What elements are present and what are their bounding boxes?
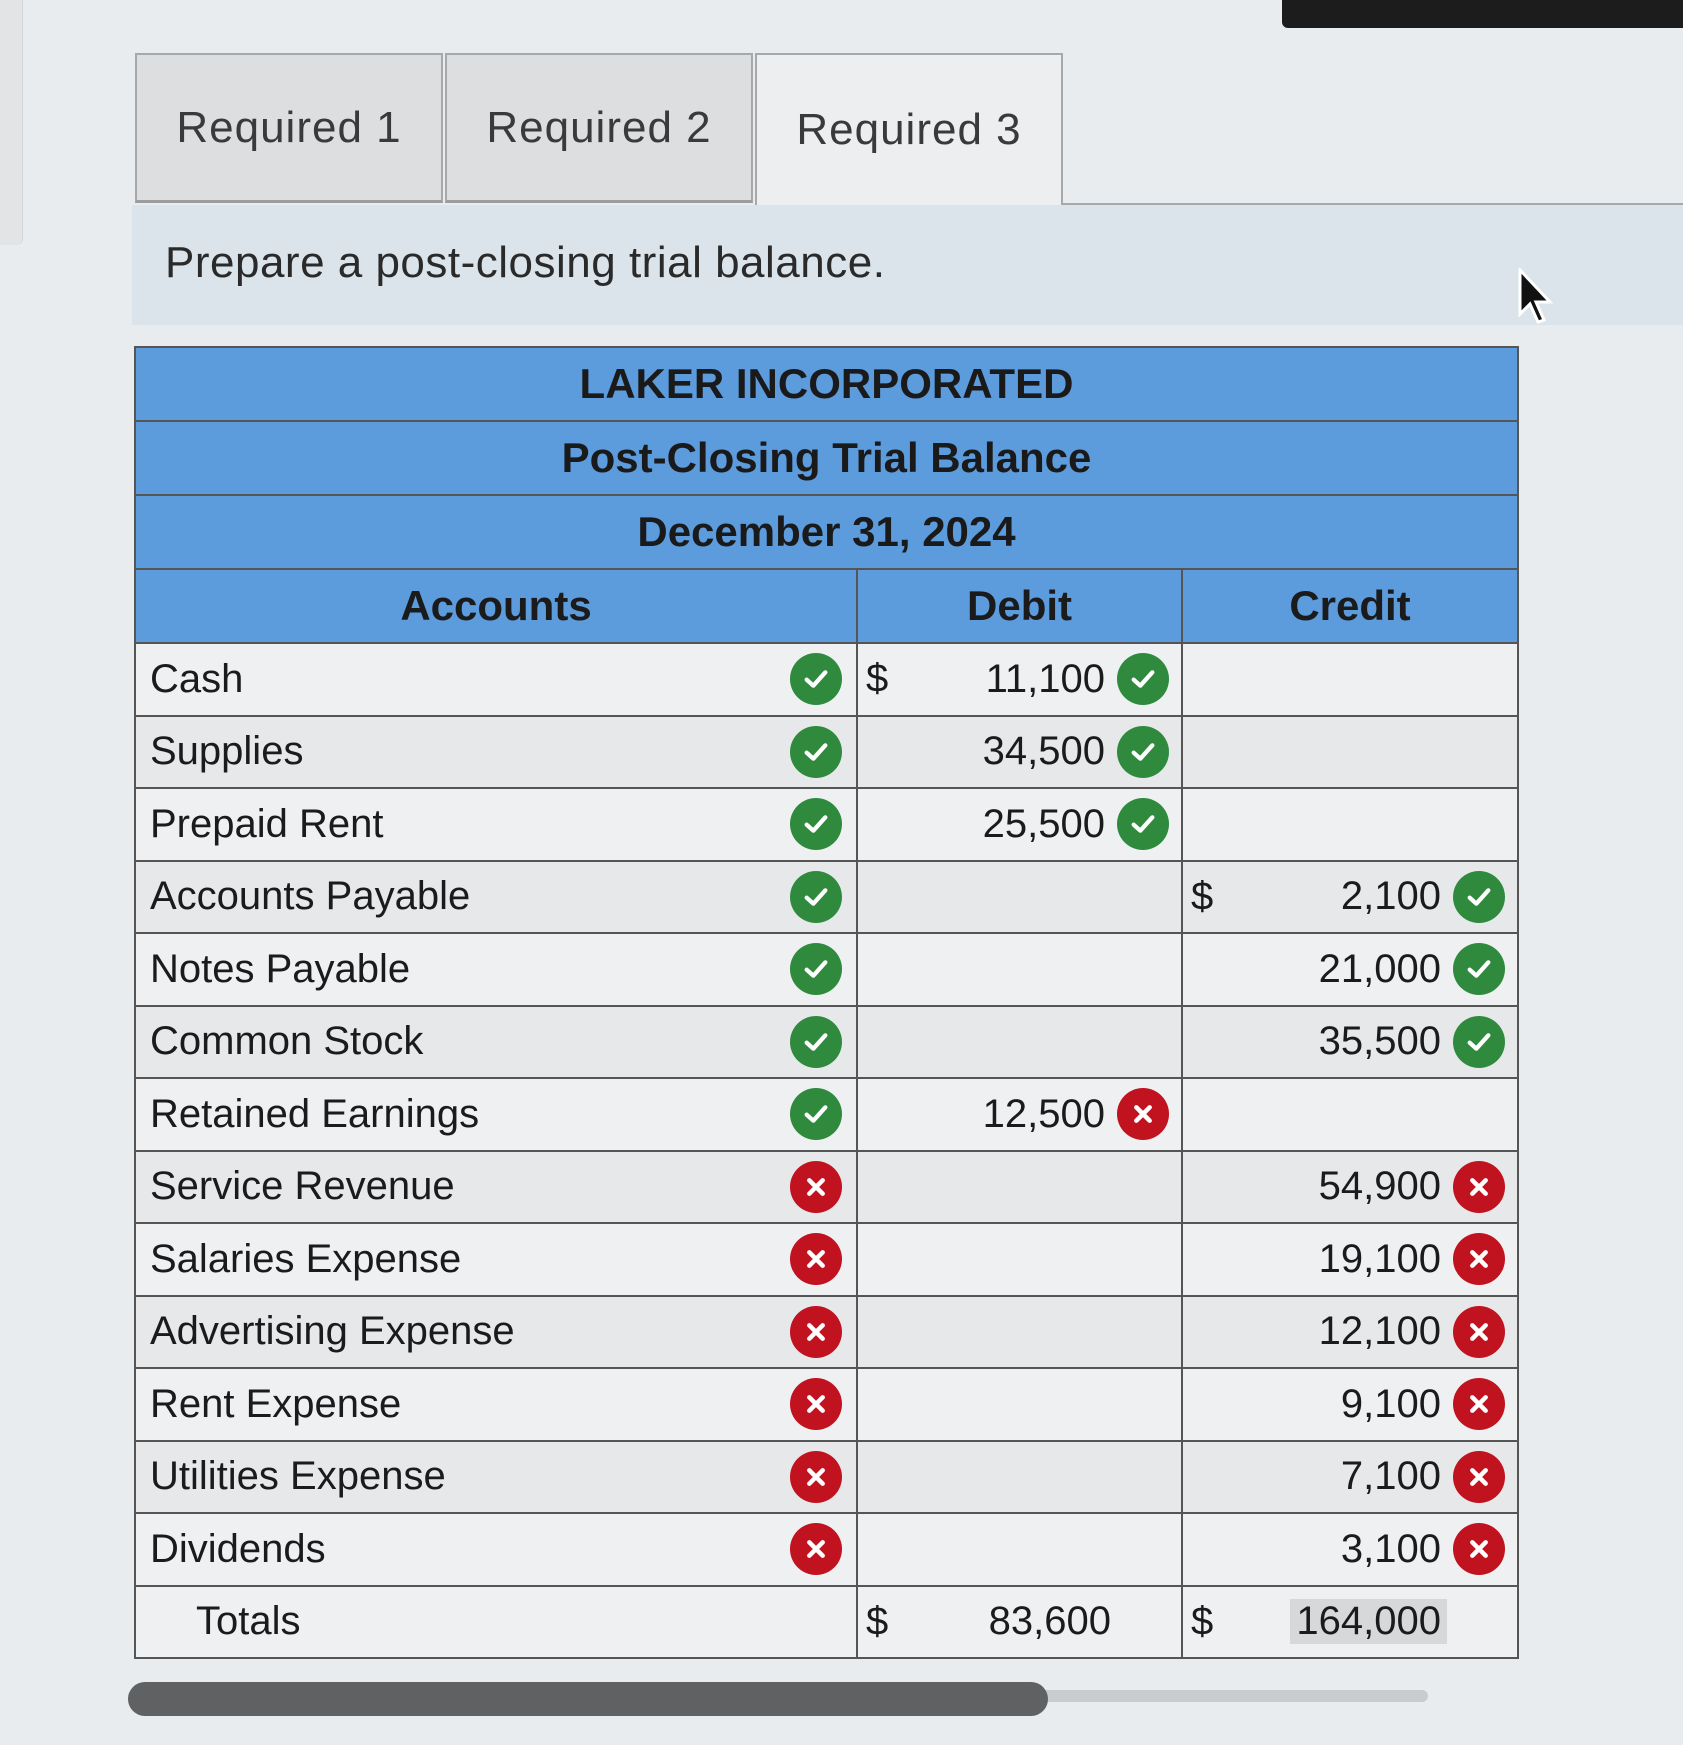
check-circle-icon	[790, 798, 842, 850]
credit-cell[interactable]	[1183, 1369, 1517, 1440]
account-cell[interactable]	[136, 1224, 858, 1295]
tab-required-2[interactable]: Required 2	[445, 53, 753, 203]
x-circle-icon	[1453, 1161, 1505, 1213]
account-name[interactable]: Advertising Expense	[150, 1309, 515, 1354]
dollar-sign: $	[866, 1599, 889, 1644]
check-circle-icon	[790, 943, 842, 995]
check-circle-icon	[790, 871, 842, 923]
instruction-text: Prepare a post-closing trial balance.	[165, 238, 886, 287]
table-row	[134, 1224, 1519, 1297]
credit-cell[interactable]	[1183, 1297, 1517, 1368]
debit-amount-group	[983, 798, 1169, 850]
x-circle-icon	[790, 1451, 842, 1503]
table-row	[134, 1007, 1519, 1080]
check-circle-icon	[1453, 1016, 1505, 1068]
debit-cell[interactable]	[858, 934, 1183, 1005]
table-row	[134, 644, 1519, 717]
credit-cell[interactable]	[1183, 1224, 1517, 1295]
credit-cell[interactable]	[1183, 789, 1517, 860]
debit-cell[interactable]	[858, 644, 1183, 715]
check-circle-icon	[790, 1016, 842, 1068]
account-cell[interactable]	[136, 644, 858, 715]
credit-cell[interactable]	[1183, 934, 1517, 1005]
debit-cell[interactable]	[858, 1514, 1183, 1585]
account-name[interactable]: Supplies	[150, 729, 304, 774]
check-circle-icon	[1453, 871, 1505, 923]
credit-amount[interactable]: 3,100	[1340, 1526, 1441, 1571]
table-row	[134, 1297, 1519, 1370]
check-circle-icon	[1117, 798, 1169, 850]
credit-amount[interactable]: 35,500	[1318, 1019, 1441, 1064]
totals-credit-value[interactable]: 164,000	[1290, 1599, 1447, 1644]
credit-amount-group	[1319, 1233, 1505, 1285]
horizontal-scrollbar-thumb[interactable]	[128, 1682, 1048, 1716]
credit-amount[interactable]: 12,100	[1318, 1309, 1441, 1354]
credit-amount[interactable]: 54,900	[1318, 1164, 1441, 1209]
table-row	[134, 934, 1519, 1007]
x-circle-icon	[790, 1233, 842, 1285]
totals-label: Totals	[136, 1587, 858, 1658]
tab-bar	[135, 53, 1065, 203]
debit-cell[interactable]	[858, 789, 1183, 860]
report-title: Post-Closing Trial Balance	[134, 420, 1519, 494]
tab-required-1[interactable]: Required 1	[135, 53, 443, 203]
debit-amount[interactable]: 25,500	[982, 801, 1105, 846]
credit-amount[interactable]: 2,100	[1340, 874, 1441, 919]
dollar-sign: $	[1191, 1599, 1214, 1644]
x-circle-icon	[1453, 1451, 1505, 1503]
x-circle-icon	[790, 1306, 842, 1358]
account-name[interactable]: Retained Earnings	[150, 1091, 480, 1136]
totals-debit-value[interactable]: 83,600	[988, 1599, 1111, 1644]
check-circle-icon	[1453, 943, 1505, 995]
table-row	[134, 789, 1519, 862]
report-date: December 31, 2024	[134, 494, 1519, 568]
account-cell[interactable]	[136, 717, 858, 788]
credit-header: Credit	[1289, 582, 1411, 629]
x-circle-icon	[790, 1161, 842, 1213]
debit-header: Debit	[858, 570, 1183, 642]
account-name[interactable]: Cash	[150, 656, 244, 701]
table-row	[134, 1152, 1519, 1225]
debit-cell[interactable]	[858, 1152, 1183, 1223]
credit-cell[interactable]	[1183, 644, 1517, 715]
credit-amount[interactable]: 19,100	[1318, 1236, 1441, 1281]
credit-cell[interactable]	[1183, 1152, 1517, 1223]
totals-debit-cell	[858, 1587, 1183, 1658]
check-circle-icon	[1117, 653, 1169, 705]
account-cell[interactable]	[136, 862, 858, 933]
account-cell[interactable]	[136, 1442, 858, 1513]
x-circle-icon	[1453, 1233, 1505, 1285]
debit-amount-group	[983, 1088, 1169, 1140]
credit-cell[interactable]	[1183, 1079, 1517, 1150]
left-edge-panel	[0, 0, 23, 245]
credit-amount[interactable]: 7,100	[1340, 1454, 1441, 1499]
mouse-pointer-icon	[1518, 268, 1558, 331]
account-name[interactable]: Utilities Expense	[150, 1454, 446, 1499]
tab-underline	[1062, 203, 1683, 205]
account-cell[interactable]	[136, 1369, 858, 1440]
debit-cell[interactable]	[858, 1297, 1183, 1368]
account-name[interactable]: Notes Payable	[150, 946, 411, 991]
account-cell[interactable]	[136, 789, 858, 860]
credit-amount-group	[1341, 1523, 1505, 1575]
table-row	[134, 1514, 1519, 1587]
debit-cell[interactable]	[858, 1369, 1183, 1440]
credit-cell[interactable]	[1183, 862, 1517, 933]
check-circle-icon	[790, 653, 842, 705]
x-circle-icon	[1453, 1523, 1505, 1575]
accounts-header: Accounts	[136, 570, 858, 642]
top-dark-bar	[1282, 0, 1683, 28]
dollar-sign: $	[866, 656, 889, 701]
credit-amount-group	[1341, 1451, 1505, 1503]
credit-amount-group	[1319, 943, 1505, 995]
account-cell[interactable]	[136, 1514, 858, 1585]
dollar-sign: $	[1191, 874, 1214, 919]
debit-cell[interactable]	[858, 1224, 1183, 1295]
x-circle-icon	[1453, 1306, 1505, 1358]
x-circle-icon	[790, 1523, 842, 1575]
credit-cell[interactable]	[1183, 1514, 1517, 1585]
credit-amount-group	[1319, 1161, 1505, 1213]
totals-credit-cell	[1183, 1587, 1517, 1658]
x-circle-icon	[1453, 1378, 1505, 1430]
account-name[interactable]: Rent Expense	[150, 1381, 402, 1426]
account-name[interactable]: Salaries Expense	[150, 1236, 462, 1281]
account-name[interactable]: Prepaid Rent	[150, 801, 384, 846]
account-cell[interactable]	[136, 1297, 858, 1368]
table-body	[134, 644, 1519, 1587]
trial-balance-table	[134, 346, 1519, 1659]
account-name[interactable]: Service Revenue	[150, 1164, 455, 1209]
credit-amount-group	[1319, 1016, 1505, 1068]
x-circle-icon	[790, 1378, 842, 1430]
credit-amount[interactable]: 9,100	[1340, 1381, 1441, 1426]
tab-required-3[interactable]: Required 3	[755, 53, 1063, 205]
account-cell[interactable]	[136, 934, 858, 1005]
credit-cell[interactable]	[1183, 1442, 1517, 1513]
debit-amount-group	[986, 653, 1169, 705]
debit-cell[interactable]	[858, 1079, 1183, 1150]
account-cell[interactable]	[136, 1007, 858, 1078]
debit-amount[interactable]: 11,100	[985, 656, 1105, 701]
debit-cell[interactable]	[858, 862, 1183, 933]
credit-cell[interactable]	[1183, 1007, 1517, 1078]
totals-row	[134, 1587, 1519, 1660]
debit-amount[interactable]: 12,500	[982, 1091, 1105, 1136]
account-name[interactable]: Dividends	[150, 1526, 326, 1571]
account-name[interactable]: Common Stock	[150, 1019, 424, 1064]
check-circle-icon	[1117, 726, 1169, 778]
credit-amount-group	[1319, 1306, 1505, 1358]
debit-amount[interactable]: 34,500	[982, 729, 1105, 774]
check-circle-icon	[790, 1088, 842, 1140]
credit-amount-group	[1341, 871, 1505, 923]
check-circle-icon	[790, 726, 842, 778]
credit-amount[interactable]: 21,000	[1318, 946, 1441, 991]
credit-amount-group	[1341, 1378, 1505, 1430]
debit-amount-group	[983, 726, 1169, 778]
company-name: LAKER INCORPORATED	[134, 346, 1519, 420]
table-row	[134, 862, 1519, 935]
debit-cell[interactable]	[858, 717, 1183, 788]
debit-cell[interactable]	[858, 1442, 1183, 1513]
table-row	[134, 1442, 1519, 1515]
table-row	[134, 1369, 1519, 1442]
account-cell[interactable]	[136, 1152, 858, 1223]
debit-cell[interactable]	[858, 1007, 1183, 1078]
account-cell[interactable]	[136, 1079, 858, 1150]
account-name[interactable]: Accounts Payable	[150, 874, 471, 919]
credit-cell[interactable]	[1183, 717, 1517, 788]
table-row	[134, 717, 1519, 790]
table-row	[134, 1079, 1519, 1152]
column-headers	[134, 568, 1519, 644]
x-circle-icon	[1117, 1088, 1169, 1140]
